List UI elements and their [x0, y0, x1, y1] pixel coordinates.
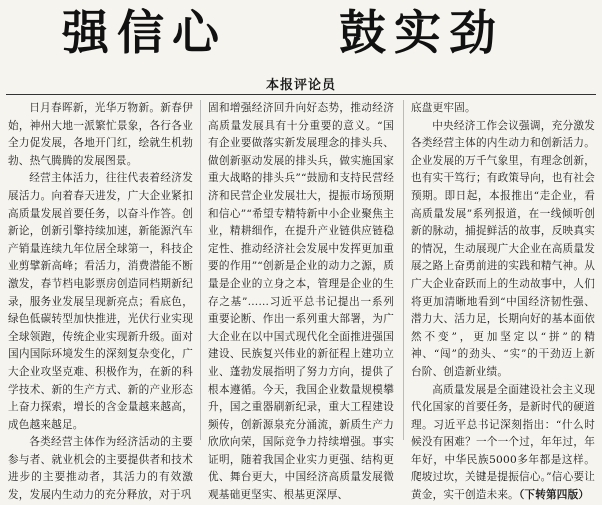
- byline: 本报评论员: [265, 78, 336, 93]
- paragraph: 各类经营主体作为经济活动的主要参与者、就业机会的主要提供者和技术进步的主要推动者，其活力的有效激发，发展内生动力的充分释放，对于巩: [8, 436, 193, 502]
- paragraph: 经营主体活力，往往代表着经济发展活力。向着春天进发，广大企业紧扣高质量发展首要任务，以奋斗作答。创新论，创新引擎持续加速，新能源汽车产销量连续九年位居全球第一，科技企业剪擘新高峰；看活力，消费潜能不断激发，春节档电影票房创造同档期新纪录，服务业发展呈现新亮点；看底色，绿色低碳转型加快推进，光伏行业实现全球领跑，传统企业实现新升级。面对国内国际环境发生的深刻复杂变化，广大企业攻坚克难、积极作为，在新的科学技术、新的生产方式、新的产业形态上奋力探索，增长的含金量越来越高，成色越来越足。: [8, 172, 193, 431]
- continued-on-page-note: （下转第四版）: [518, 489, 590, 502]
- article-column-2: [208, 100, 394, 502]
- headline: [0, 4, 602, 64]
- paragraph: 中央经济工作会议强调，充分激发各类经营主体的内生动力和创新活力。企业发展的万千气象里，有理念创新，也有实干笃行；有政策导向，也有社会预期。即日起，本报推出“走企业，看高质量发展”系列报道，在一线倾听创新的脉动，捕捉鲜活的故事，反映真实的情况，生动展现广大企业在高质量发展之路上奋勇前进的实践和精气神。从广大企业奋跃而上的生动故事中，人们将更加清晰地看到“中国经济韧性强、潜力大、活力足，长期向好的基本面依然不变”，更加坚定以“拼”的精神、“闯”的劲头、“实”的干劲迈上新台阶、创造新业绩。: [411, 119, 595, 378]
- paragraph: 固和增强经济回升向好态势，推动经济高质量发展具有十分重要的意义。“国有企业要做落实新发展理念的排头兵、做创新驱动发展的排头兵，做实施国家重大战略的排头兵”“鼓励和支持民营经济和民营企业发展壮大，提振市场预期和信心”“希望专精特新中小企业聚焦主业，精耕细作，在提升产业链供应链稳定性、推动经济社会发展中发挥更加重要的作用”“创新是企业的动力之源，质量是企业的立身之本，管理是企业的生存之基”……习近平总书记提出一系列重要论断、作出一系列重大部署，为广大企业在以中国式现代化全面推进强国建设、民族复兴伟业的新征程上建功立业、蓬勃发展指明了努力方向，提供了根本遵循。今天，我国企业数量规模攀升，国之重器刷新纪录，重大工程建设频传，创新源泉充分涌流，新质生产力欣欣向荣，国际竞争力持续增强。事实证明，随着我国企业实力更强、结构更优、舞台更大，中国经济高质量发展微观基础更坚实、根基更深厚、: [208, 102, 394, 502]
- article-column-1: [8, 100, 193, 502]
- column-divider-1: [200, 100, 201, 440]
- paragraph: 底盘更牢固。: [411, 102, 476, 114]
- paragraph-text: 高质量发展是全面建设社会主义现代化国家的首要任务，是新时代的硬道理。习近平总书记深刻指出：“什么时候没有困难？一个一个过，年年过，年年好，中华民族5000多年都是这样。爬坡过坎，关键是提振信心。”信心要让黄金，实干创造未来。: [411, 383, 595, 502]
- article-column-3: [411, 100, 595, 502]
- headline-left: 强信心: [62, 6, 227, 61]
- headline-right: 鼓实劲: [339, 6, 504, 61]
- paragraph: 日月春晖新，光华万物新。新春伊始，神州大地一派繁忙景象，各行各业全力促发展，各地开门红，绘就生机勃勃、热气腾腾的发展图景。: [8, 102, 193, 167]
- paragraph: [411, 382, 595, 505]
- column-divider-2: [403, 100, 404, 440]
- top-rule: [6, 94, 596, 95]
